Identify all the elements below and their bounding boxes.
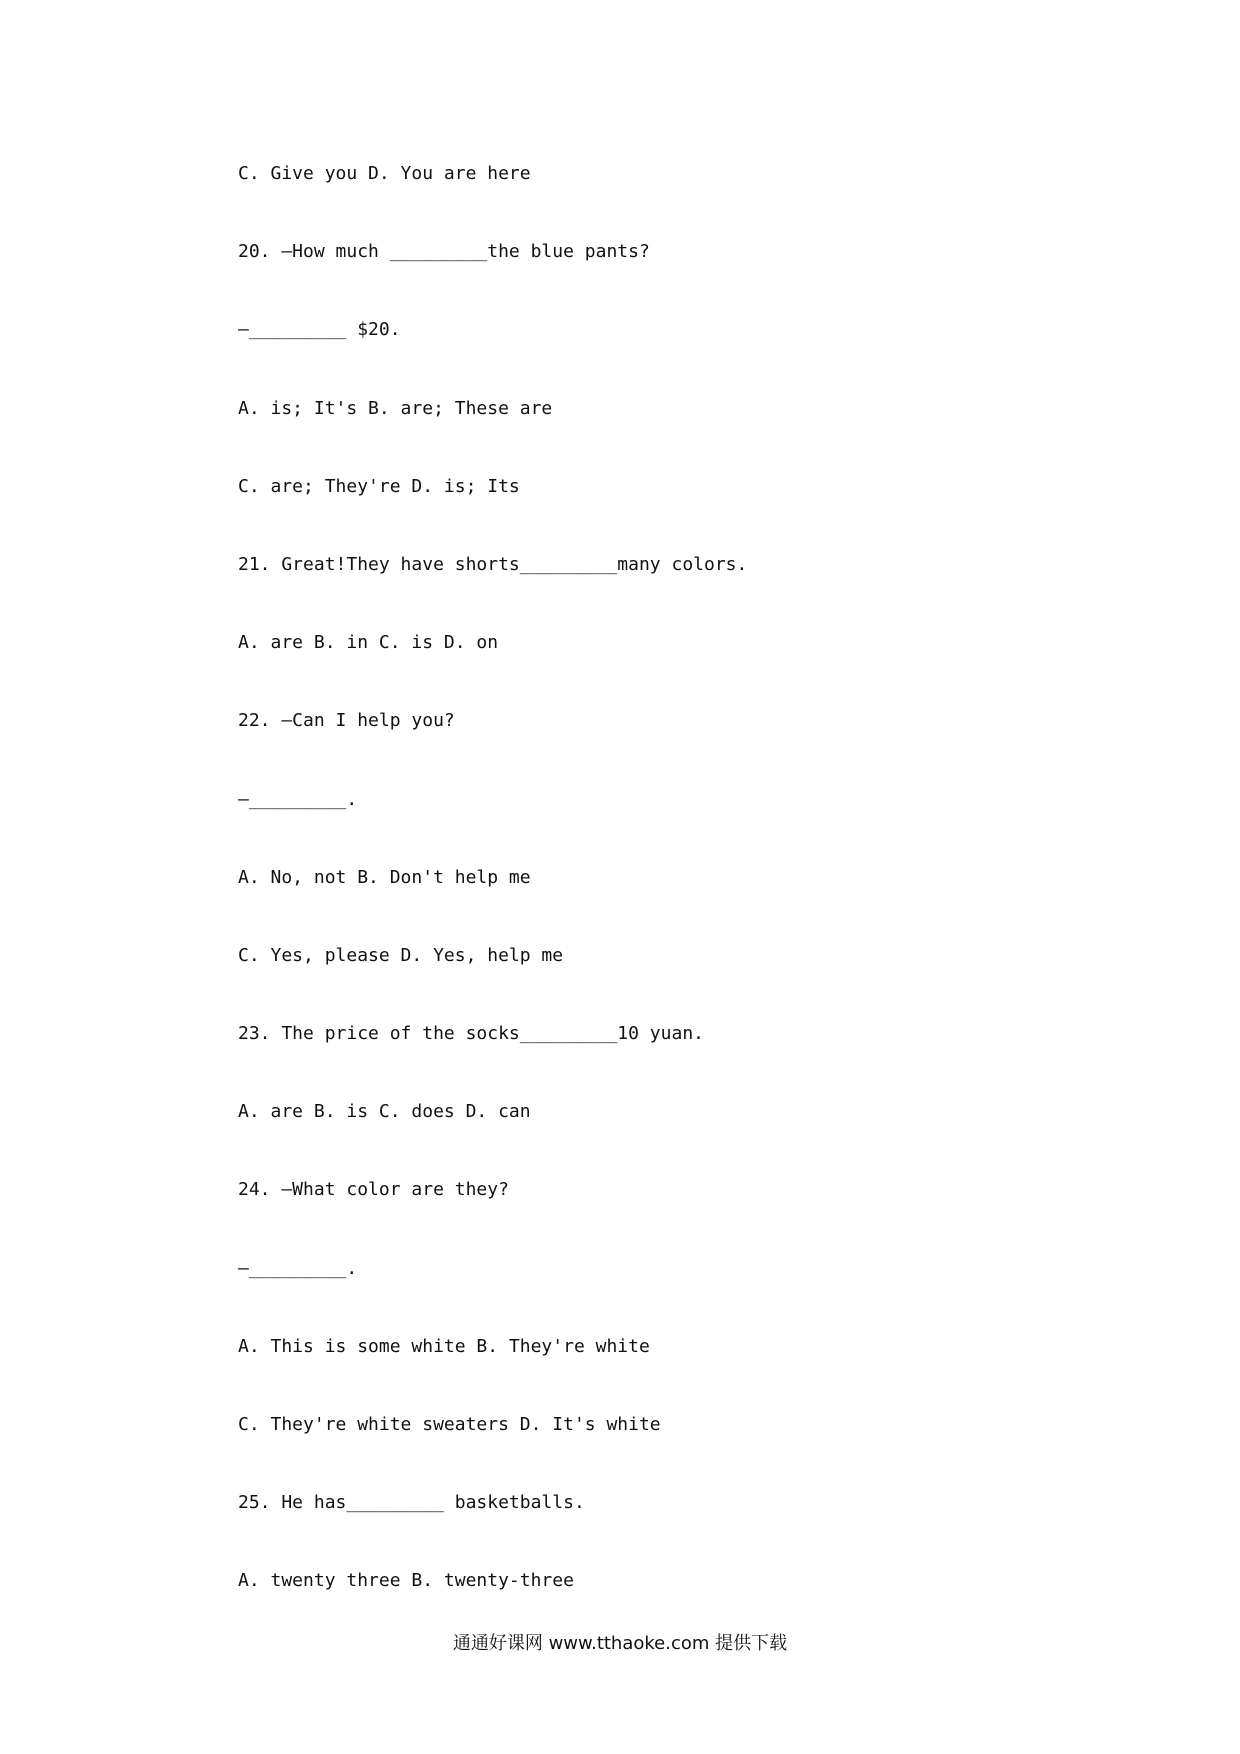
option-line: A. This is some white B. They're white [238, 1335, 650, 1357]
answer-line: —_________. [238, 788, 358, 810]
option-line: A. are B. is C. does D. can [238, 1101, 531, 1123]
answer-line: —_________ $20. [238, 319, 401, 341]
question-22: 22. —Can I help you? [238, 710, 455, 732]
answer-line: —_________. [238, 1257, 358, 1279]
question-21: 21. Great!They have shorts_________many colors. [238, 553, 748, 575]
question-25: 25. He has_________ basketballs. [238, 1492, 585, 1514]
option-line: C. are; They're D. is; Its [238, 475, 520, 497]
option-line: C. Give you D. You are here [238, 163, 531, 184]
option-line: C. Yes, please D. Yes, help me [238, 944, 564, 966]
question-20: 20. —How much _________the blue pants? [238, 241, 650, 263]
option-line: A. is; It's B. are; These are [238, 397, 553, 419]
question-23: 23. The price of the socks_________10 yuan. [238, 1023, 704, 1045]
option-line: C. They're white sweaters D. It's white [238, 1414, 661, 1435]
question-24: 24. —What color are they? [238, 1179, 509, 1201]
option-line: A. twenty three B. twenty-three [238, 1570, 574, 1592]
option-line: A. No, not B. Don't help me [238, 866, 531, 888]
option-line: A. are B. in C. is D. on [238, 632, 499, 654]
page-footer: 通通好课网 www.tthaoke.com 提供下载 [452, 1633, 788, 1654]
question-list [238, 160, 1138, 1646]
